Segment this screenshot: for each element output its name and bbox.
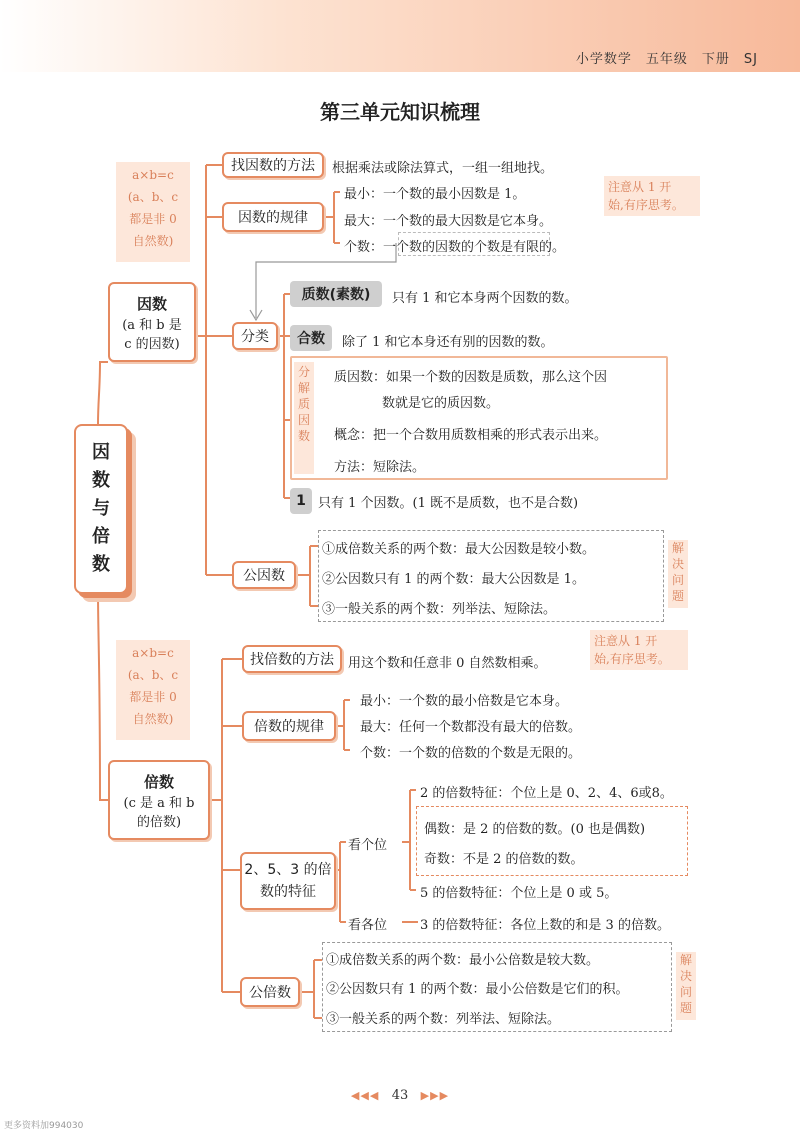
gcf-item-1: ①成倍数关系的两个数：最大公因数是较小数。 [322,542,596,557]
factor-find-method-node: 找因数的方法 [222,152,324,178]
gcf-brace [296,546,318,606]
page-number-bar [0,1088,800,1103]
page-title: 第三单元知识梳理 [320,100,480,124]
factor-rule-max: 最大：一个数的最大因数是它本身。 [344,214,553,229]
odd-definition: 奇数：不是 2 的倍数的数。 [424,852,584,867]
book-info: 小学数学 五年级 下册 SJ [575,52,758,67]
factor-find-method-text: 根据乘法或除法算式，一组一组地找。 [332,161,554,176]
multiple-rule-count: 个数：一个数的倍数的个数是无限的。 [360,746,582,761]
multiple-find-method-text: 用这个数和任意非 0 自然数相乘。 [348,656,547,671]
lcm-item-2: ②公因数只有 1 的两个数：最小公倍数是它们的积。 [326,982,629,997]
features-node: 2、5、3 的倍 数的特征 [240,852,336,910]
next-arrows-icon: ▶▶▶ [420,1089,450,1102]
prime-text: 只有 1 和它本身两个因数的数。 [392,291,578,306]
look-ones-label: 看个位 [348,838,388,853]
root-char: 倍 [92,526,110,547]
prime-factor-definition-cont: 数就是它的质因数。 [382,396,500,411]
multiple-tip: 注意从 1 开 始,有序思考。 [590,630,688,670]
ones-brace [402,790,416,890]
decompose-concept: 概念：把一个合数用质数相乘的形式表示出来。 [334,428,608,443]
multiple-node: 倍数 (c 是 a 和 b 的倍数) [108,760,210,840]
factor-rules-brace [324,192,340,243]
multiple-branches [210,659,242,992]
one-text: 只有 1 个因数。(1 既不是质数，也不是合数) [318,496,579,511]
gcf-solve-label: 解 决 问 题 [668,540,688,608]
prime-label: 质数(素数) [290,281,382,307]
gcf-item-2: ②公因数只有 1 的两个数：最大公因数是 1。 [322,572,585,587]
factor-rules-node: 因数的规律 [222,202,324,232]
multiple-note: a×b=c (a、b、c 都是非 0 自然数) [116,640,190,740]
root-char: 与 [92,498,110,519]
root-to-factor-line [98,362,108,424]
factor-tip: 注意从 1 开 始,有序思考。 [604,176,700,216]
root-char: 数 [92,554,110,575]
three-multiple-feature: 3 的倍数特征：各位上数的和是 3 的倍数。 [420,918,670,933]
multiple-find-method-node: 找倍数的方法 [242,645,342,673]
multiple-rules-brace [336,700,350,750]
factor-node: 因数 (a 和 b 是 c 的因数) [108,282,196,362]
one-label: 1 [290,488,312,514]
root-char: 数 [92,470,110,491]
two-multiple-feature: 2 的倍数特征：个位上是 0、2、4、6或8。 [420,786,673,801]
lcm-item-3: ③一般关系的两个数：列举法、短除法。 [326,1012,561,1027]
factor-rule-min: 最小：一个数的最小因数是 1。 [344,187,526,202]
features-branches [336,842,346,922]
gcf-node: 公因数 [232,561,296,589]
root-to-multiple-line [98,590,108,800]
lcm-solve-label: 解 决 问 题 [676,952,696,1020]
factor-note: a×b=c (a、b、c 都是非 0 自然数) [116,162,190,262]
composite-text: 除了 1 和它本身还有别的因数的数。 [342,335,554,350]
prime-factor-definition: 质因数：如果一个数的因数是质数，那么这个因 [334,370,608,385]
factor-rule-count: 个数：一个数的因数的个数是有限的。 [344,240,566,255]
multiple-rules-node: 倍数的规律 [242,711,336,741]
decompose-method: 方法：短除法。 [334,460,426,475]
footer-watermark-text: 更多资料加994030 [4,1121,84,1131]
root-node [74,424,128,594]
prev-arrows-icon: ◀◀◀ [350,1089,380,1102]
page-number: 43 [391,1088,409,1103]
multiple-rule-max: 最大：任何一个数都没有最大的倍数。 [360,720,582,735]
lcm-node: 公倍数 [240,977,300,1007]
look-all-label: 看各位 [348,918,388,933]
even-definition: 偶数：是 2 的倍数的数。(0 也是偶数) [424,822,646,837]
composite-label: 合数 [290,325,332,351]
root-char: 因 [92,442,110,463]
gcf-item-3: ③一般关系的两个数：列举法、短除法。 [322,602,557,617]
multiple-rule-min: 最小：一个数的最小倍数是它本身。 [360,694,569,709]
five-multiple-feature: 5 的倍数特征：个位上是 0 或 5。 [420,886,618,901]
classify-branches [278,294,290,498]
lcm-brace [300,960,322,1018]
decompose-vertical-label: 分 解 质 因 数 [294,362,314,474]
classify-node: 分类 [232,322,278,350]
lcm-item-1: ①成倍数关系的两个数：最小公倍数是较大数。 [326,953,600,968]
